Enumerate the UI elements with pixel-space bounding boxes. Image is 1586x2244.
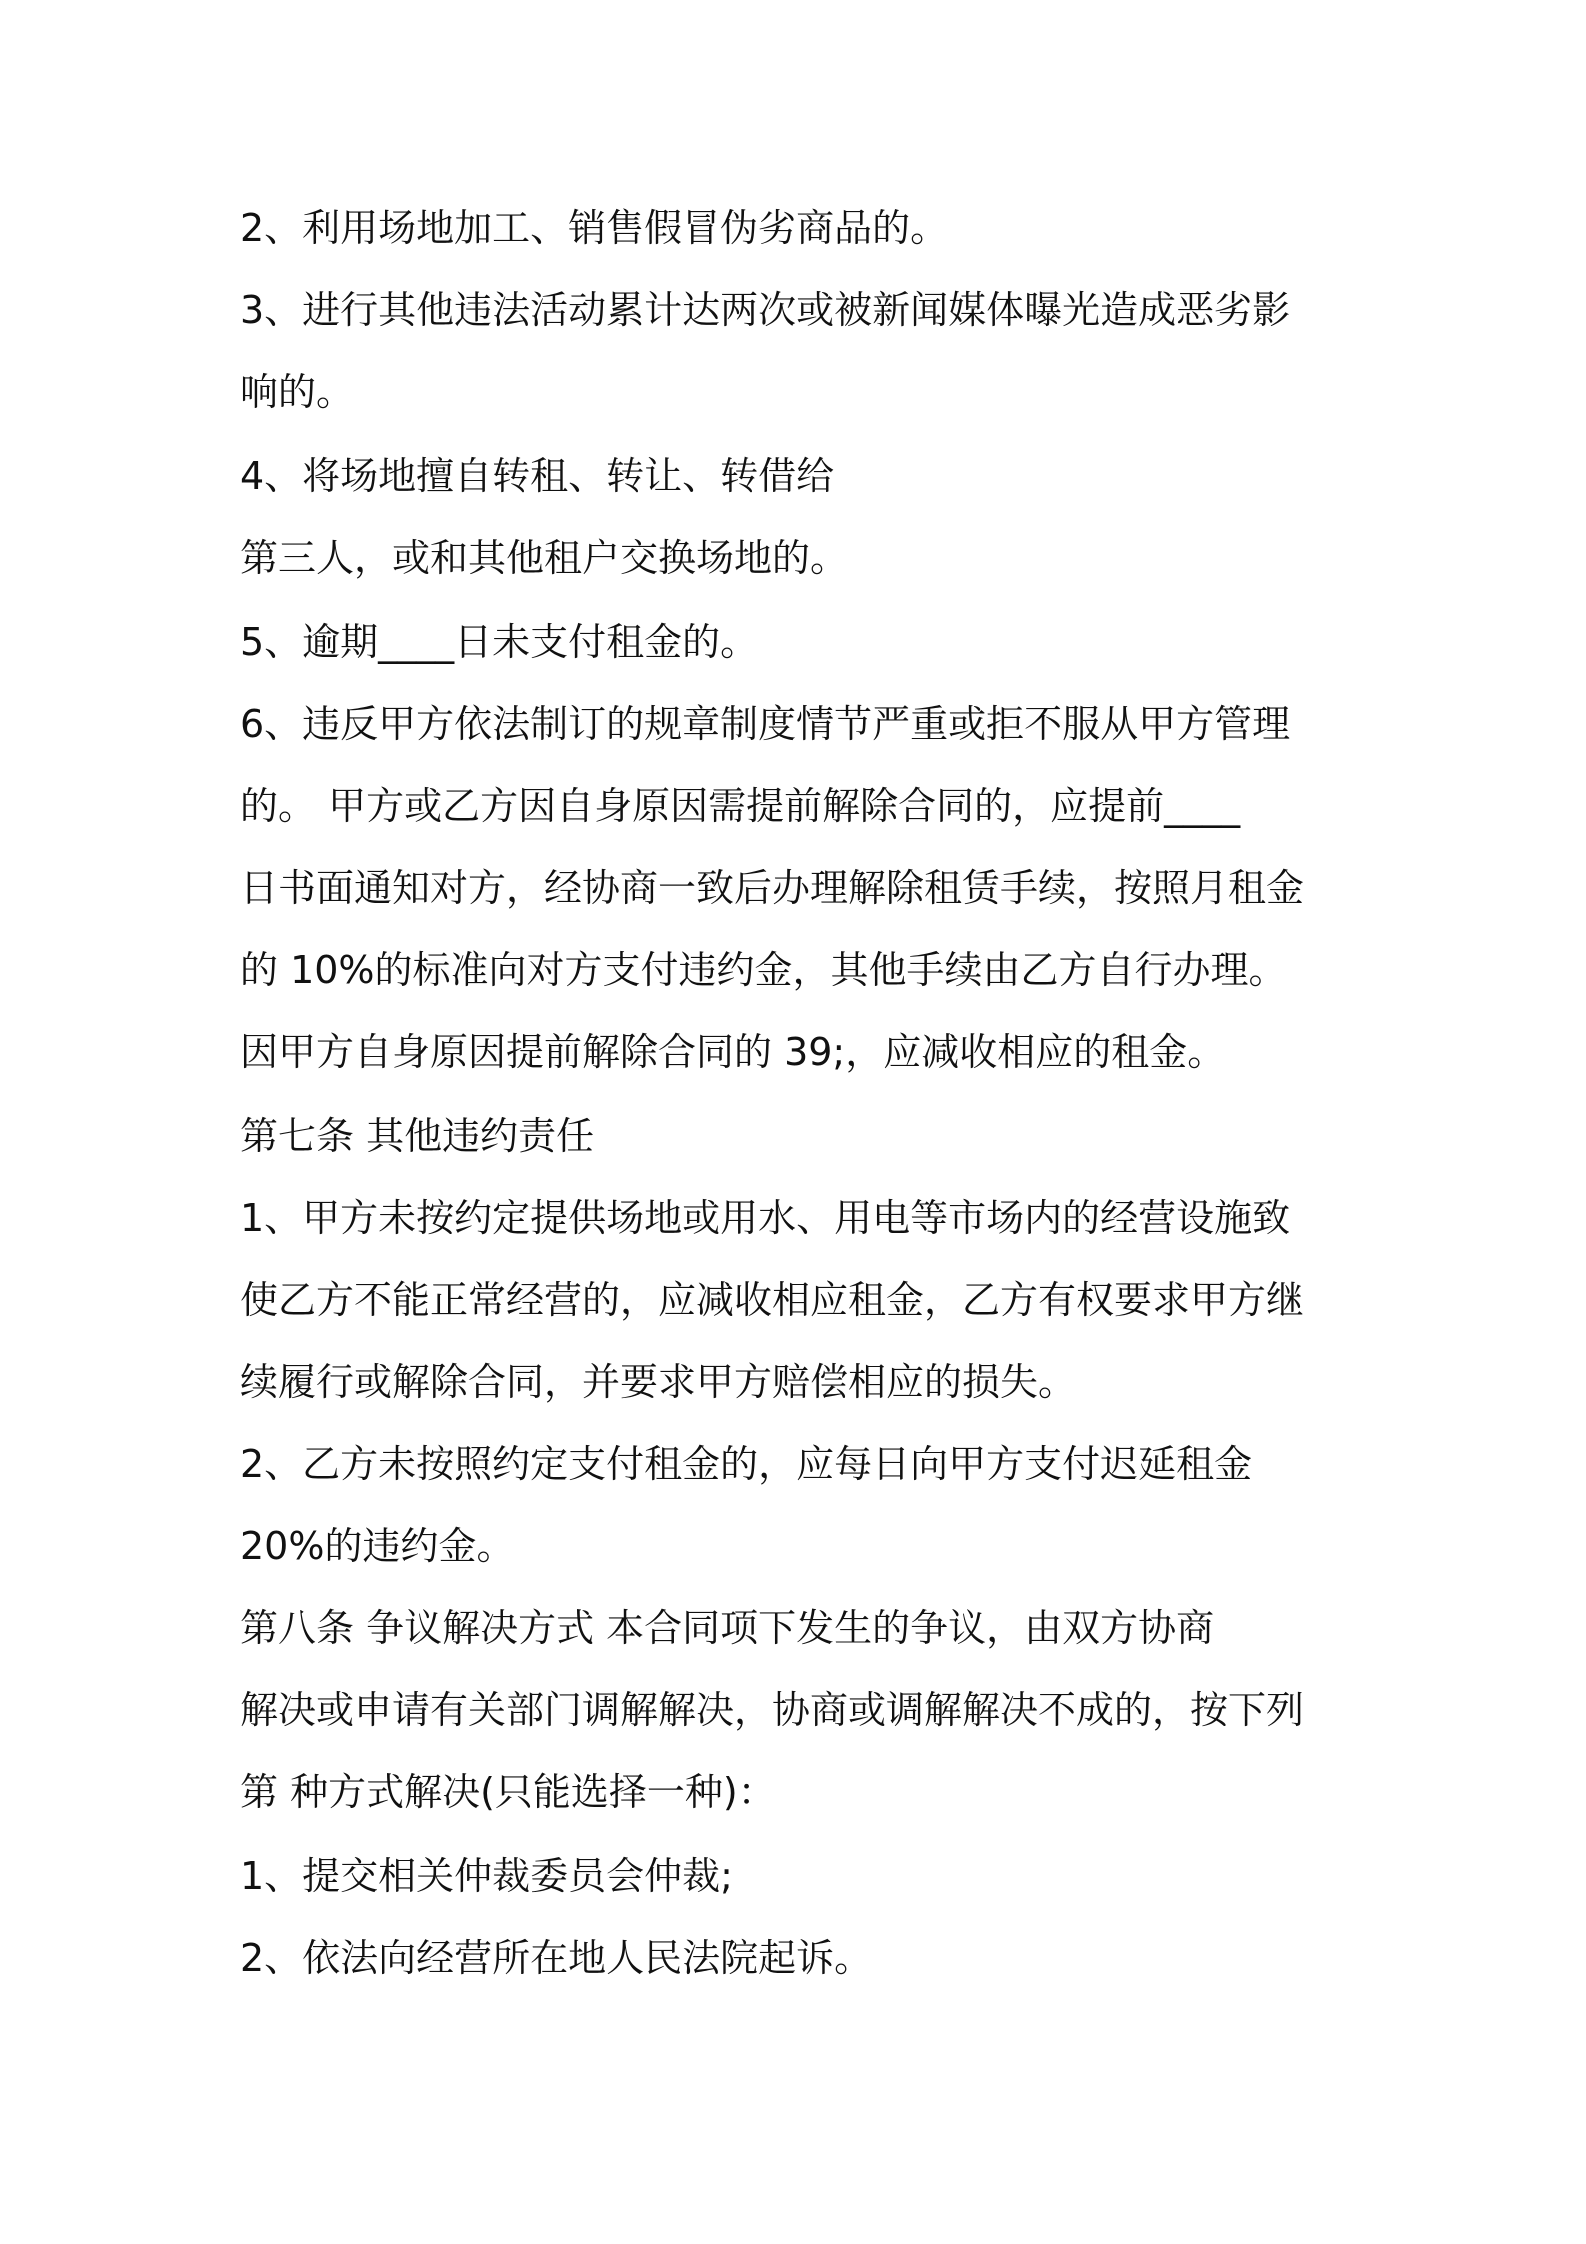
article-7-item-2-continued: 20%的违约金。 xyxy=(240,1524,515,1568)
clause-item-5: 5、逾期____日未支付租金的。 xyxy=(240,620,759,664)
article-8-paragraph-line: 解决或申请有关部门调解解决，协商或调解解决不成的，按下列 xyxy=(240,1688,1305,1732)
clause-item-3: 3、进行其他违法活动累计达两次或被新闻媒体曝光造成恶劣影 xyxy=(240,288,1291,332)
clause-item-6-continued: 的。 甲方或乙方因自身原因需提前解除合同的，应提前____ xyxy=(240,784,1241,828)
article-7-item-1-continued: 续履行或解除合同，并要求甲方赔偿相应的损失。 xyxy=(240,1360,1077,1404)
clause-item-2: 2、利用场地加工、销售假冒伪劣商品的。 xyxy=(240,206,949,250)
article-7-item-1-continued: 使乙方不能正常经营的，应减收相应租金，乙方有权要求甲方继 xyxy=(240,1278,1305,1322)
termination-paragraph-line: 因甲方自身原因提前解除合同的 39;，应减收相应的租金。 xyxy=(240,1030,1226,1074)
article-8-heading: 第八条 争议解决方式 本合同项下发生的争议，由双方协商 xyxy=(240,1606,1215,1650)
article-8-option-2: 2、依法向经营所在地人民法院起诉。 xyxy=(240,1936,873,1980)
clause-item-3-continued: 响的。 xyxy=(240,370,355,414)
clause-item-6: 6、违反甲方依法制订的规章制度情节严重或拒不服从甲方管理 xyxy=(240,702,1291,746)
article-8-paragraph-line: 第 种方式解决(只能选择一种)： xyxy=(240,1770,776,1814)
article-8-option-1: 1、提交相关仲裁委员会仲裁; xyxy=(240,1854,733,1898)
article-7-item-2: 2、乙方未按照约定支付租金的，应每日向甲方支付迟延租金 xyxy=(240,1442,1253,1486)
termination-paragraph-line: 的 10%的标准向对方支付违约金，其他手续由乙方自行办理。 xyxy=(240,948,1287,992)
termination-paragraph-line: 日书面通知对方，经协商一致后办理解除租赁手续，按照月租金 xyxy=(240,866,1305,910)
clause-item-4-continued: 第三人，或和其他租户交换场地的。 xyxy=(240,536,849,580)
clause-item-4: 4、将场地擅自转租、转让、转借给 xyxy=(240,454,835,498)
article-7-heading: 第七条 其他违约责任 xyxy=(240,1114,595,1158)
article-7-item-1: 1、甲方未按约定提供场地或用水、用电等市场内的经营设施致 xyxy=(240,1196,1291,1240)
